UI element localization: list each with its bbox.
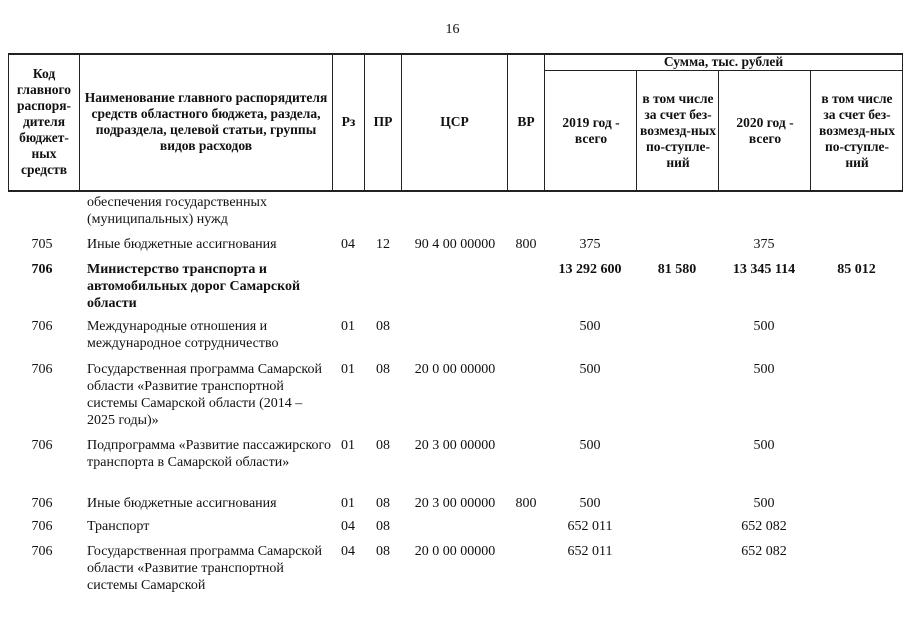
row-2019-total: 652 011 xyxy=(567,519,613,534)
row-rz: 04 xyxy=(341,237,355,252)
header-bottom-rule xyxy=(8,190,903,192)
header-vr: ВР xyxy=(517,114,535,129)
row-2020-total: 500 xyxy=(753,319,775,334)
row-2019-total: 652 011 xyxy=(567,544,613,559)
row-2020-total: 652 082 xyxy=(741,519,787,534)
row-code: 706 xyxy=(31,496,53,511)
row-rz: 04 xyxy=(341,544,355,559)
header-2020-total: 2020 год - всего xyxy=(736,114,794,146)
row-name: Транспорт xyxy=(87,519,150,534)
row-rz: 01 xyxy=(341,319,355,334)
row-pr: 08 xyxy=(376,544,390,559)
row-rz: 01 xyxy=(341,438,355,453)
row-csr: 20 3 00 00000 xyxy=(414,496,496,511)
row-2020-total: 500 xyxy=(753,438,775,453)
row-pr: 12 xyxy=(376,237,390,252)
row-name: Международные отношения и международное сотрудничество xyxy=(87,319,279,351)
header-name: Наименование главного распорядителя средств областного бюджета, раздела, подраздела, целевой статьи, группы видов расходов xyxy=(84,90,328,153)
row-vr: 800 xyxy=(515,496,537,511)
row-2020-grants: 85 012 xyxy=(837,262,876,277)
row-name: обеспечения государственных (муниципальных) нужд xyxy=(87,195,267,227)
header-sum-group: Сумма, тыс. рублей xyxy=(663,54,784,69)
row-code: 706 xyxy=(31,262,53,277)
row-2019-total: 500 xyxy=(579,319,601,334)
row-2020-total: 500 xyxy=(753,496,775,511)
row-name: Министерство транспорта и автомобильных дорог Самарской области xyxy=(87,262,301,311)
row-pr: 08 xyxy=(376,519,390,534)
page-number: 16 xyxy=(445,22,460,37)
row-rz: 01 xyxy=(341,362,355,377)
row-csr: 20 3 00 00000 xyxy=(414,438,496,453)
row-2019-grants: 81 580 xyxy=(657,262,697,277)
row-name: Государственная программа Самарской области «Развитие транспортной системы Самарской xyxy=(87,544,323,593)
row-pr: 08 xyxy=(376,496,390,511)
row-2019-total: 500 xyxy=(579,438,601,453)
row-2019-total: 13 292 600 xyxy=(558,262,622,277)
row-pr: 08 xyxy=(376,438,390,453)
row-2020-total: 500 xyxy=(753,362,775,377)
header-2020-grants: в том числе за счет без-возмезд-ных по-ступле-ний xyxy=(819,90,895,170)
row-pr: 08 xyxy=(376,362,390,377)
row-pr: 08 xyxy=(376,319,390,334)
row-csr: 20 0 00 00000 xyxy=(414,362,496,377)
row-name: Государственная программа Самарской области «Развитие транспортной системы Самарской области (2014 – 2025 годы)» xyxy=(87,362,323,428)
row-2019-total: 500 xyxy=(579,362,601,377)
row-2019-total: 500 xyxy=(579,496,601,511)
row-code: 705 xyxy=(31,237,53,252)
row-2020-total: 13 345 114 xyxy=(732,262,796,277)
row-code: 706 xyxy=(31,362,53,377)
row-2020-total: 375 xyxy=(753,237,775,252)
row-code: 706 xyxy=(31,319,53,334)
header-rz: Рз xyxy=(341,114,356,129)
row-csr: 20 0 00 00000 xyxy=(414,544,496,559)
header-2019-total: 2019 год - всего xyxy=(562,114,620,146)
header-csr: ЦСР xyxy=(440,114,469,129)
header-pr: ПР xyxy=(373,114,393,129)
row-code: 706 xyxy=(31,544,53,559)
row-code: 706 xyxy=(31,438,53,453)
header-code: Код главного распоря-дителя бюджет-ных средств xyxy=(16,66,72,177)
row-csr: 90 4 00 00000 xyxy=(414,237,496,252)
row-rz: 04 xyxy=(341,519,355,534)
row-2020-total: 652 082 xyxy=(741,544,787,559)
header-2019-grants: в том числе за счет без-возмезд-ных по-ступле-ний xyxy=(640,90,716,170)
row-name: Иные бюджетные ассигнования xyxy=(87,496,277,511)
row-rz: 01 xyxy=(341,496,355,511)
row-2019-total: 375 xyxy=(579,237,601,252)
row-code: 706 xyxy=(31,519,53,534)
row-name: Подпрограмма «Развитие пассажирского транспорта в Самарской области» xyxy=(87,438,331,470)
row-vr: 800 xyxy=(515,237,537,252)
row-name: Иные бюджетные ассигнования xyxy=(87,237,277,252)
sum-group-rule xyxy=(544,70,903,71)
